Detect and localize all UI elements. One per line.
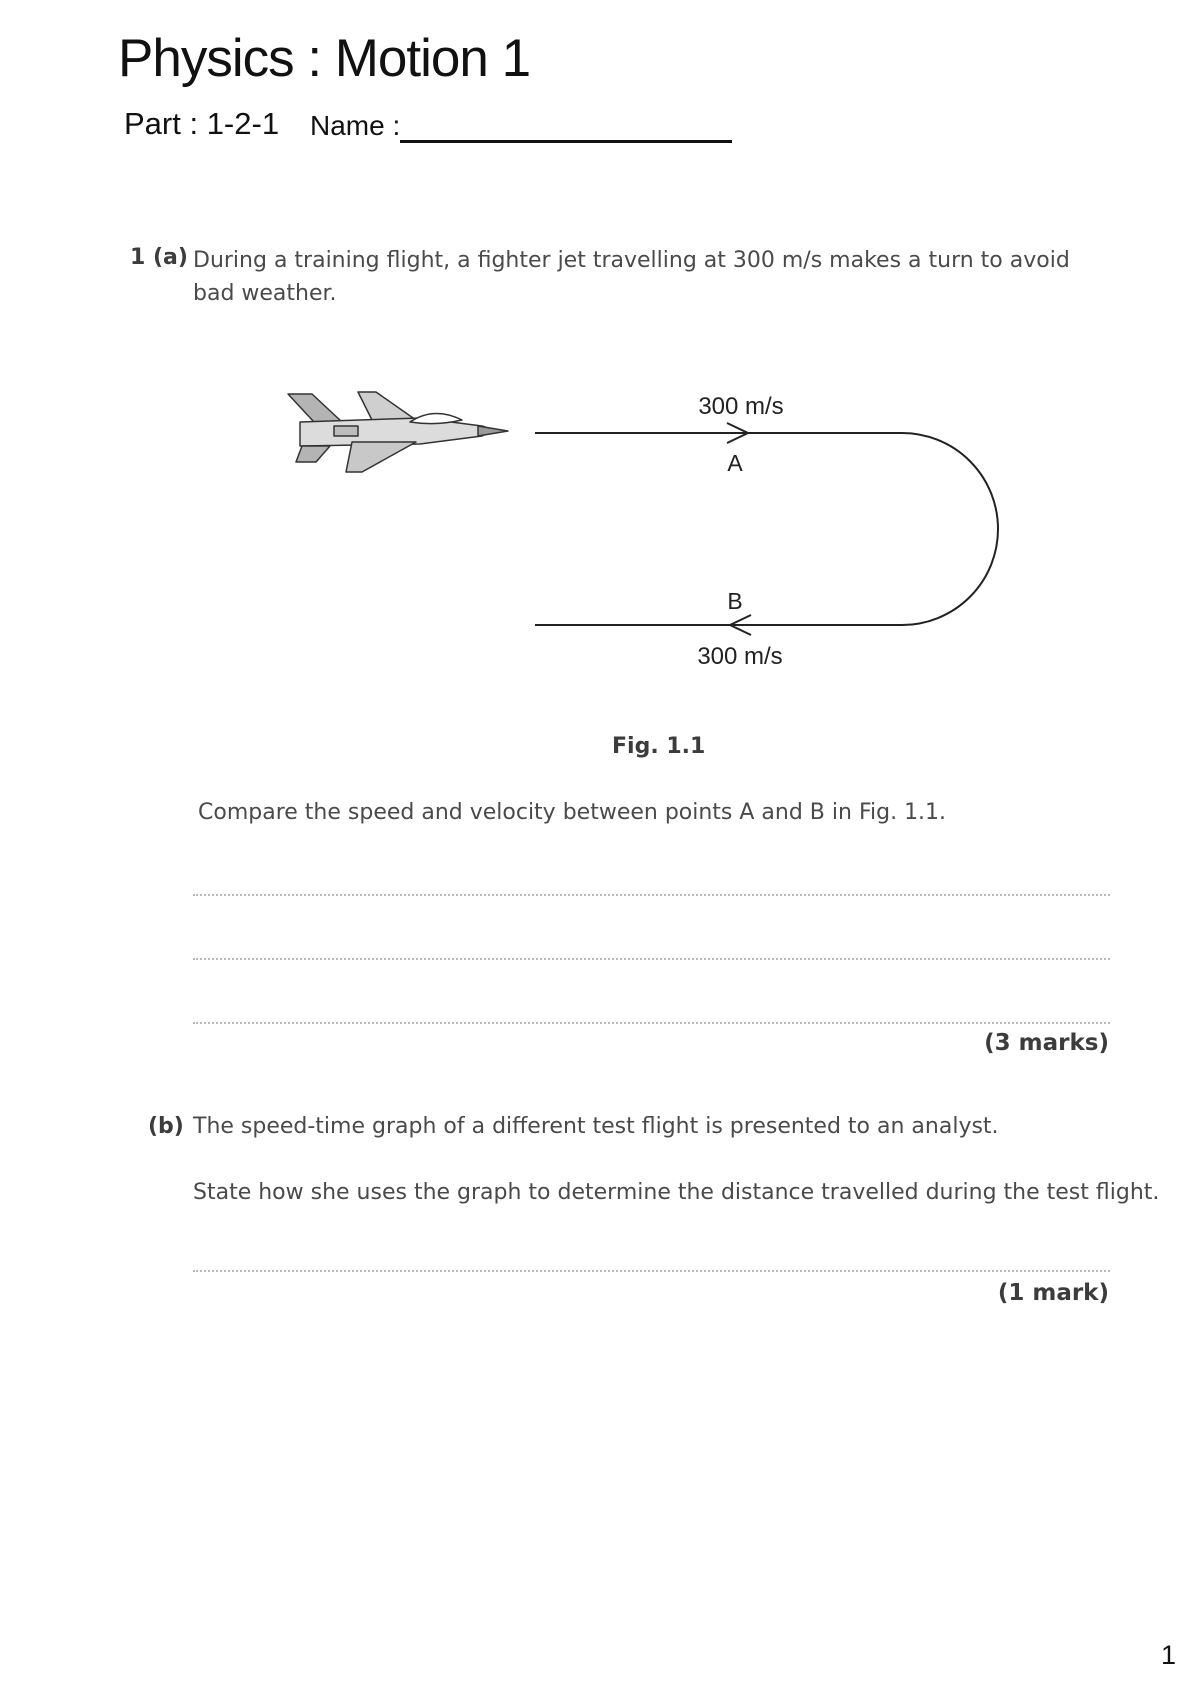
question-text-1a: During a training flight, a fighter jet travelling at 300 m/s makes a turn to avoid bad weather. bbox=[193, 248, 1070, 306]
speed-label-bottom: 300 m/s bbox=[697, 643, 783, 670]
answer-line bbox=[193, 1270, 1110, 1272]
page-number: 1 bbox=[1161, 1640, 1177, 1670]
flight-path bbox=[535, 433, 998, 625]
question-text-1b: The speed-time graph of a different test flight is presented to an analyst. bbox=[193, 1114, 999, 1139]
marks-1a: (3 marks) bbox=[984, 1030, 1109, 1056]
point-label-b: B bbox=[727, 588, 743, 614]
point-label-a: A bbox=[727, 450, 743, 476]
figure-1-1 bbox=[0, 0, 1200, 760]
fighter-jet-icon bbox=[288, 392, 508, 472]
question-prompt-1a: Compare the speed and velocity between points A and B in Fig. 1.1. bbox=[198, 800, 947, 825]
question-prompt-1b: State how she uses the graph to determine the distance travelled during the test flight. bbox=[193, 1180, 1160, 1205]
answer-line bbox=[193, 1022, 1110, 1024]
page-title: Physics : Motion 1 bbox=[118, 29, 531, 88]
marks-1b: (1 mark) bbox=[997, 1280, 1109, 1306]
question-number-1a: 1 (a) bbox=[130, 245, 188, 270]
name-label: Name : bbox=[310, 110, 401, 141]
part-label: Part : 1-2-1 bbox=[124, 106, 280, 141]
answer-line bbox=[193, 894, 1110, 896]
question-number-1b: (b) bbox=[148, 1114, 184, 1139]
figure-caption: Fig. 1.1 bbox=[612, 734, 706, 759]
speed-label-top: 300 m/s bbox=[698, 393, 784, 420]
answer-line bbox=[193, 958, 1110, 960]
